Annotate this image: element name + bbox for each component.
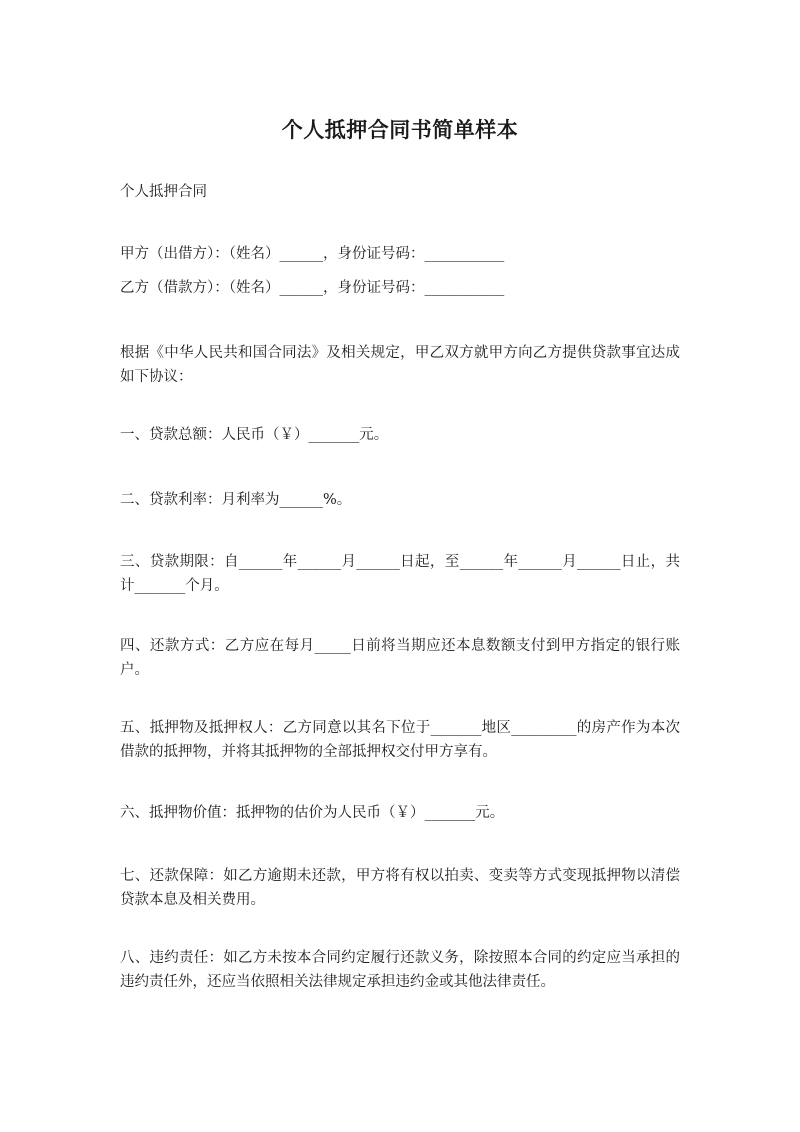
clause-loan-term: 三、贷款期限：自______年______月______日起，至______年______月______日止，共计_______个月。 (120, 554, 680, 594)
document-subtitle: 个人抵押合同 (120, 184, 207, 200)
document-title: 个人抵押合同书简单样本 (281, 117, 519, 142)
clause-repayment-method: 四、还款方式：乙方应在每月_____日前将当期应还本息数额支付到甲方指定的银行账户。 (120, 638, 680, 678)
party-b-line: 乙方（借款方）：（姓名）______，身份证号码：___________ (120, 280, 505, 296)
clause-repayment-guarantee: 七、还款保障：如乙方逾期未还款，甲方将有权以拍卖、变卖等方式变现抵押物以清偿贷款本息及相关费用。 (120, 868, 680, 908)
clause-loan-amount: 一、贷款总额：人民币（￥）_______元。 (120, 427, 389, 443)
clause-collateral-value: 六、抵押物价值：抵押物的估价为人民币（￥）_______元。 (120, 805, 505, 821)
clause-interest-rate: 二、贷款利率：月利率为______%。 (120, 492, 352, 508)
clause-collateral: 五、抵押物及抵押权人：乙方同意以其名下位于_______地区_________的房产作为本次借款的抵押物，并将其抵押物的全部抵押权交付甲方享有。 (120, 720, 680, 760)
preamble-paragraph: 根据《中华人民共和国合同法》及相关规定，甲乙双方就甲方向乙方提供贷款事宜达成如下协议： (120, 345, 680, 385)
party-a-line: 甲方（出借方）：（姓名）______，身份证号码：___________ (120, 246, 505, 262)
clause-breach-liability: 八、违约责任：如乙方未按本合同约定履行还款义务，除按照本合同的约定应当承担的违约责任外，还应当依照相关法律规定承担违约金或其他法律责任。 (120, 950, 680, 990)
